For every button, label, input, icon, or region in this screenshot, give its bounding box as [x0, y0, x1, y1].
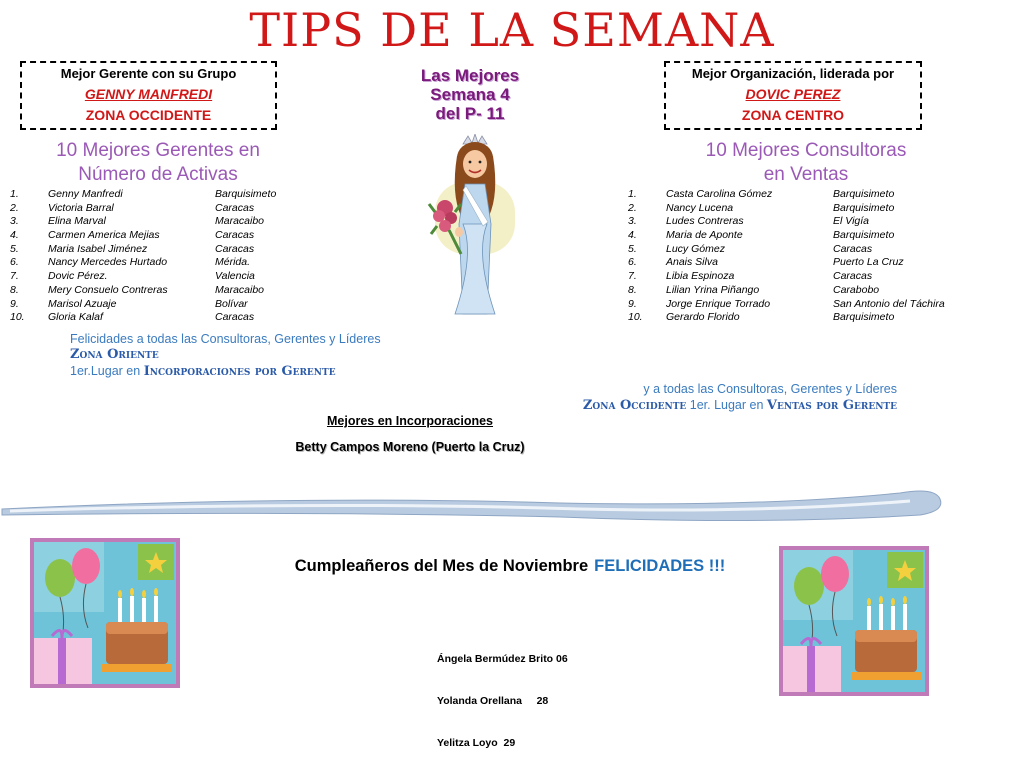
city: Barquisimeto [833, 188, 895, 200]
birthday-card-icon [30, 538, 180, 688]
city: Caracas [215, 242, 255, 255]
top-managers-list [10, 188, 310, 325]
city: Barquisimeto [833, 311, 895, 324]
rank: 3. [628, 215, 637, 228]
city: Maracaibo [215, 215, 265, 228]
city: Caracas [215, 201, 255, 214]
city: Caracas [215, 229, 255, 242]
congrats-west-zone [440, 381, 897, 414]
rank: 5. [10, 242, 19, 255]
city: Mérida. [215, 256, 251, 269]
list-item [10, 243, 310, 257]
list-item [628, 270, 968, 284]
list-item [628, 243, 968, 257]
city: Barquisimeto [833, 229, 895, 242]
city: San Antonio del Táchira [833, 297, 945, 310]
list-item [10, 270, 310, 284]
list-item [628, 202, 968, 216]
top-managers-heading-line1: 10 Mejores Gerentes en [56, 140, 260, 161]
city: Bolívar [215, 297, 248, 310]
person-name: Libia Espinoza [666, 270, 735, 283]
birthdays-congrats: FELICIDADES !!! [594, 557, 726, 575]
birthday-item: Yolanda Orellana 28 [437, 695, 549, 707]
east-zone-name: Zona Oriente [70, 347, 159, 362]
list-item [10, 284, 310, 298]
city: Caracas [833, 270, 873, 283]
list-item [10, 188, 310, 202]
person-name: Gerardo Florido [666, 311, 740, 324]
west-zone-name: Zona Occidente [582, 398, 687, 413]
incorporations-heading: Mejores en Incorporaciones [326, 414, 494, 428]
rank: 1. [628, 188, 637, 200]
rank: 7. [10, 270, 19, 283]
top-consultants-heading-line2: en Ventas [763, 164, 849, 185]
rank: 10. [628, 311, 643, 324]
list-item [628, 298, 968, 312]
best-organization-name: DOVIC PEREZ [745, 86, 841, 102]
person-name: Dovic Pérez. [48, 270, 108, 283]
best-manager-box [20, 61, 277, 130]
birthday-item: Yelitza Loyo 29 [437, 737, 516, 749]
congrats-east-zone [70, 331, 430, 380]
list-item [628, 188, 968, 202]
rank: 2. [628, 201, 637, 214]
week-heading-line2: Semana 4 [430, 85, 510, 104]
best-manager-zone: ZONA OCCIDENTE [85, 107, 212, 123]
list-item [10, 256, 310, 270]
person-name: Lilian Yrina Piñango [666, 283, 760, 296]
person-name: Maria de Aponte [666, 229, 743, 242]
city: Barquisimeto [215, 188, 277, 200]
incorporations-winner: Betty Campos Moreno (Puerto la Cruz) [295, 440, 525, 454]
list-item [10, 202, 310, 216]
city: Caracas [833, 242, 873, 255]
east-zone-place [70, 363, 430, 380]
best-organization-zone: ZONA CENTRO [741, 107, 845, 123]
list-item [628, 284, 968, 298]
best-manager-name: GENNY MANFREDI [84, 86, 213, 102]
city: Barquisimeto [833, 201, 895, 214]
week-heading [384, 66, 556, 123]
list-item [628, 311, 968, 325]
list-item [10, 229, 310, 243]
week-heading-line1: Las Mejores [420, 66, 520, 85]
top-managers-heading [20, 139, 296, 187]
person-name: Marisol Azuaje [48, 297, 117, 310]
west-zone-place [440, 397, 897, 414]
list-item [628, 215, 968, 229]
rank: 6. [628, 256, 637, 269]
city: Maracaibo [215, 283, 265, 296]
person-name: Nancy Lucena [666, 201, 734, 214]
rank: 9. [10, 297, 19, 310]
person-name: Ludes Contreras [666, 215, 744, 228]
person-name: Carmen America Mejias [48, 229, 160, 242]
rank: 4. [628, 229, 637, 242]
congrats-east-line1: Felicidades a todas las Consultoras, Gerentes y Líderes [70, 332, 381, 346]
birthdays-heading [200, 557, 820, 576]
page-title: TIPS DE LA SEMANA [249, 3, 775, 57]
best-organization-box [664, 61, 922, 130]
rank: 5. [628, 242, 637, 255]
person-name: Casta Carolina Gómez [666, 188, 773, 200]
person-name: Gloria Kalaf [48, 311, 103, 324]
list-item [10, 311, 310, 325]
east-place-category: Incorporaciones por Gerente [143, 364, 336, 379]
person-name: Lucy Gómez [666, 242, 725, 255]
birthdays-heading-text: Cumpleañeros del Mes de Noviembre [294, 557, 589, 575]
list-item [628, 229, 968, 243]
rank: 10. [10, 311, 25, 324]
city: El Vigía [833, 215, 869, 228]
person-name: Genny Manfredi [48, 188, 123, 200]
city: Puerto La Cruz [833, 256, 904, 269]
rank: 8. [628, 283, 637, 296]
list-item [10, 298, 310, 312]
rank: 8. [10, 283, 19, 296]
city: Caracas [215, 311, 255, 324]
week-heading-line3: del P- 11 [435, 104, 505, 123]
best-manager-label: Mejor Gerente con su Grupo [60, 66, 237, 81]
top-managers-heading-line2: Número de Activas [78, 164, 238, 185]
person-name: Nancy Mercedes Hurtado [48, 256, 168, 269]
list-item [628, 256, 968, 270]
city: Valencia [215, 270, 255, 283]
rank: 7. [628, 270, 637, 283]
birthday-item: Ángela Bermúdez Brito 06 [437, 653, 568, 665]
queen-illustration [425, 134, 525, 320]
person-name: Mery Consuelo Contreras [48, 283, 168, 296]
person-name: Anais Silva [666, 256, 718, 269]
list-item [10, 215, 310, 229]
person-name: Jorge Enrique Torrado [666, 297, 771, 310]
rank: 1. [10, 188, 19, 200]
west-place-prefix: 1er. Lugar en [689, 398, 764, 412]
rank: 9. [628, 297, 637, 310]
top-consultants-list [628, 188, 968, 325]
top-consultants-heading [660, 139, 952, 187]
congrats-west-line1: y a todas las Consultoras, Gerentes y Líderes [643, 382, 897, 396]
rank: 6. [10, 256, 19, 269]
rank: 2. [10, 201, 19, 214]
top-consultants-heading-line1: 10 Mejores Consultoras [705, 140, 907, 161]
city: Carabobo [833, 283, 880, 296]
birthdays-list [437, 624, 568, 764]
east-place-prefix: 1er.Lugar en [70, 364, 141, 378]
rank: 4. [10, 229, 19, 242]
best-organization-label: Mejor Organización, liderada por [691, 66, 895, 81]
decorative-divider [0, 485, 960, 530]
west-place-category: Ventas por Gerente [766, 398, 897, 413]
person-name: Victoria Barral [48, 201, 114, 214]
person-name: Elina Marval [48, 215, 106, 228]
person-name: Maria Isabel Jiménez [48, 242, 148, 255]
rank: 3. [10, 215, 19, 228]
